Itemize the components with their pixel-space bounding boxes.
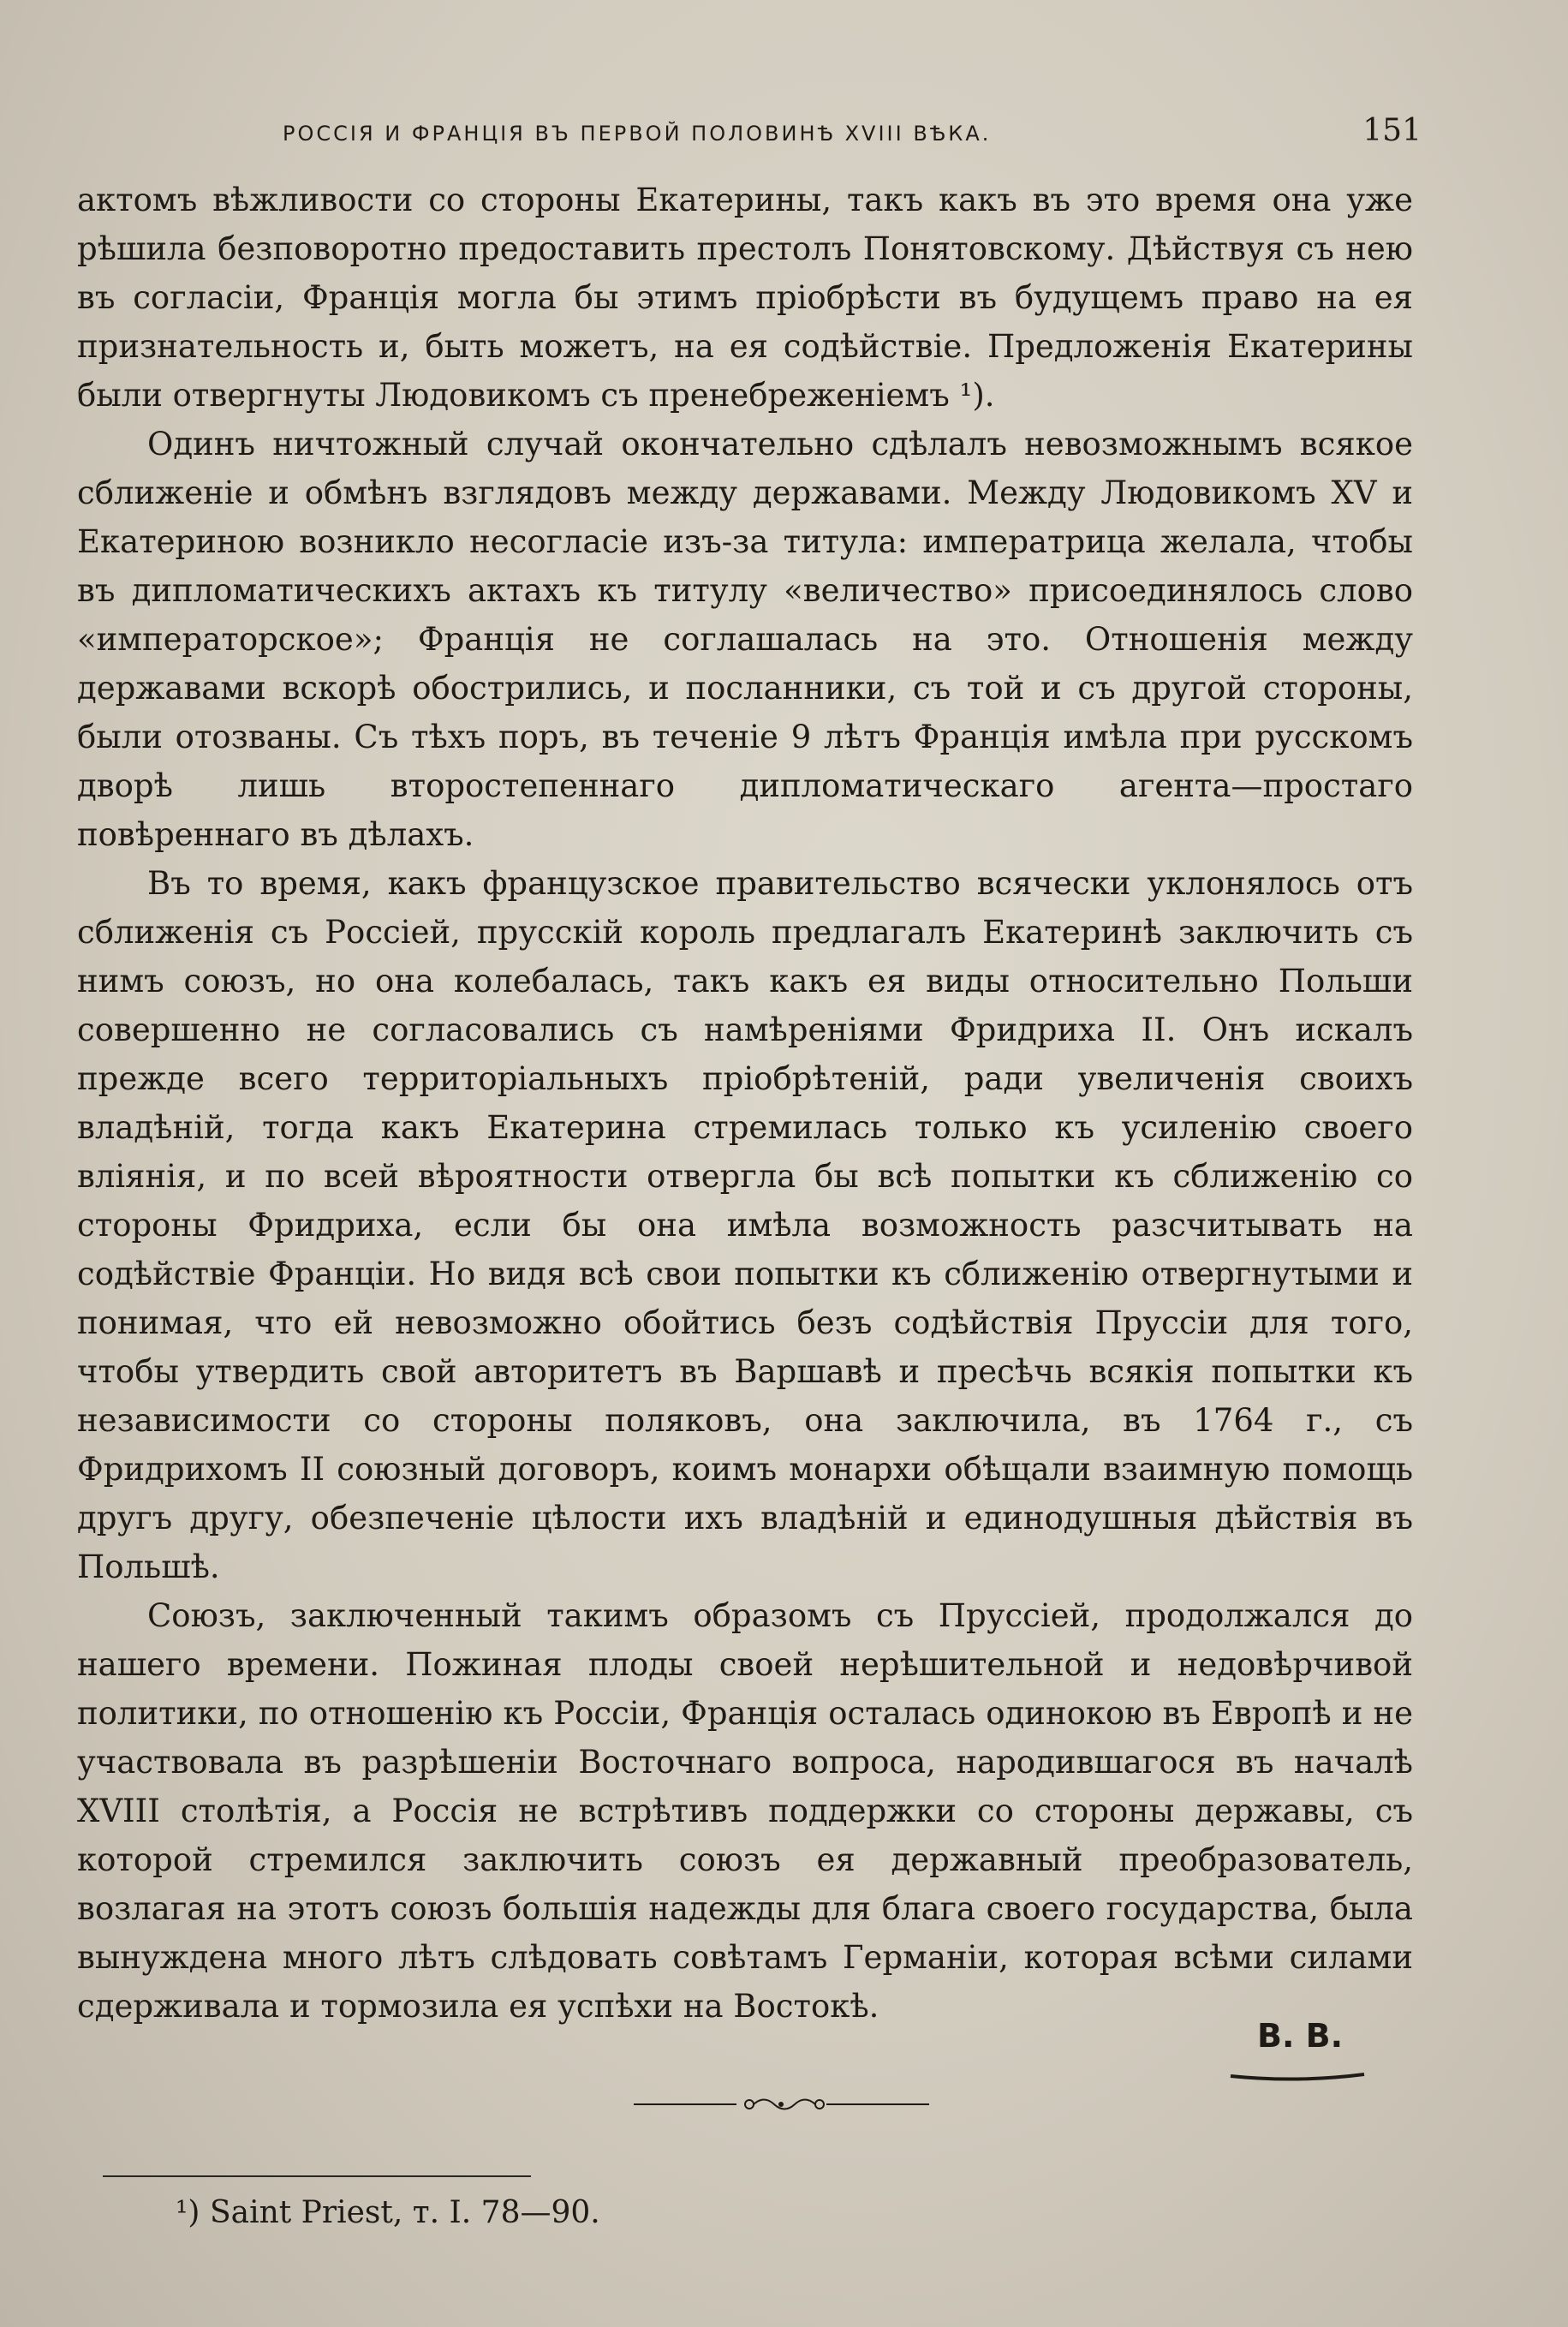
paragraph: Одинъ ничтожный случай окончательно сдѣлалъ невозможнымъ всякое сближеніе и обмѣнъ взглядовъ между державами. Между Людовикомъ XV и Екатериною возникло несогласіе изъ-за титула: императрица желала, чтобы въ дипломатическихъ актахъ къ титулу «величество» присоединялось слово «императорское»; Францiя не соглашалась на это. Отношенія между державами вскорѣ обострились, и посланники, съ той и съ другой стороны, были отозваны. Съ тѣхъ поръ, въ теченіе 9 лѣтъ Францiя имѣла при русскомъ дворѣ лишь второстепеннаго дипломатическаго агента—простаго повѣреннаго въ дѣлахъ.	[77, 426, 1413, 853]
author-signature: В. В.	[1256, 2017, 1344, 2055]
paragraph: Въ то время, какъ французское правительство всячески уклонялось отъ сближенія съ Россіей, прусскій король предлагалъ Екатеринѣ заключить съ нимъ союзъ, но она колебалась, такъ какъ ея виды относительно Польши совершенно не согласовались съ намѣреніями Фридриха II. Онъ искалъ прежде всего территоріальныхъ пріобрѣтеній, ради увеличенія своихъ владѣній, тогда какъ Екатерина стремилась только къ усиленію своего вліянія, и по всей вѣроятности отвергла бы всѣ попытки къ сближенію со стороны Фридриха, если бы она имѣла возможность разсчитывать на содѣйствіе Франціи. Но видя всѣ свои попытки къ сближенію отвергнутыми и понимая, что ей невозможно обойтись безъ содѣйствія Пруссіи для того, чтобы утвердить свой авторитетъ въ Варшавѣ и пресѣчь всякія попытки къ независимости со стороны поляковъ, она заключила, въ 1764 г., съ Фридрихомъ II союзный договоръ, коимъ монархи обѣщали взаимную помощь другъ другу, обезпеченіе цѣлости ихъ владѣній и единодушныя дѣйствія въ Польшѣ.	[77, 865, 1413, 1585]
end-ornament	[634, 2090, 929, 2119]
footnote-marker: ¹)	[176, 2195, 200, 2230]
footnote	[176, 2193, 1203, 2234]
footnote-text: Saint Priest, т. I. 78—90.	[209, 2195, 600, 2230]
page-header	[283, 113, 1422, 151]
signature-underline	[1229, 2071, 1366, 2083]
body-text	[77, 176, 1413, 2031]
paragraph: актомъ вѣжливости со стороны Екатерины, такъ какъ въ это время она уже рѣшила безповоротно предоставить престолъ Понятовскому. Дѣйствуя съ нею въ согласіи, Францiя могла бы этимъ пріобрѣсти въ будущемъ право на ея признательность и, быть можетъ, на ея содѣйствіе. Предложенія Екатерины были отвергнуты Людовикомъ съ пренебреженіемъ ¹).	[77, 182, 1413, 414]
page-number: 151	[1362, 113, 1422, 148]
running-title: РОССІЯ И ФРАНЦІЯ ВЪ ПЕРВОЙ ПОЛОВИНѢ XVIII ВѢКА.	[283, 122, 992, 146]
paragraph: Союзъ, заключенный такимъ образомъ съ Пруссіей, продолжался до нашего времени. Пожиная плоды своей нерѣшительной и недовѣрчивой политики, по отношенію къ Россіи, Францiя осталась одинокою въ Европѣ и не участвовала въ разрѣшеніи Восточнаго вопроса, народившагося въ началѣ XVIII столѣтія, а Россія не встрѣтивъ поддержки со стороны державы, съ которой стремился заключить союзъ ея державный преобразователь, возлагая на этотъ союзъ большія надежды для блага своего государства, была вынуждена много лѣтъ слѣдовать совѣтамъ Германіи, которая всѣми силами сдерживала и тормозила ея успѣхи на Востокѣ.	[77, 1597, 1413, 2025]
footnote-divider	[103, 2175, 531, 2177]
